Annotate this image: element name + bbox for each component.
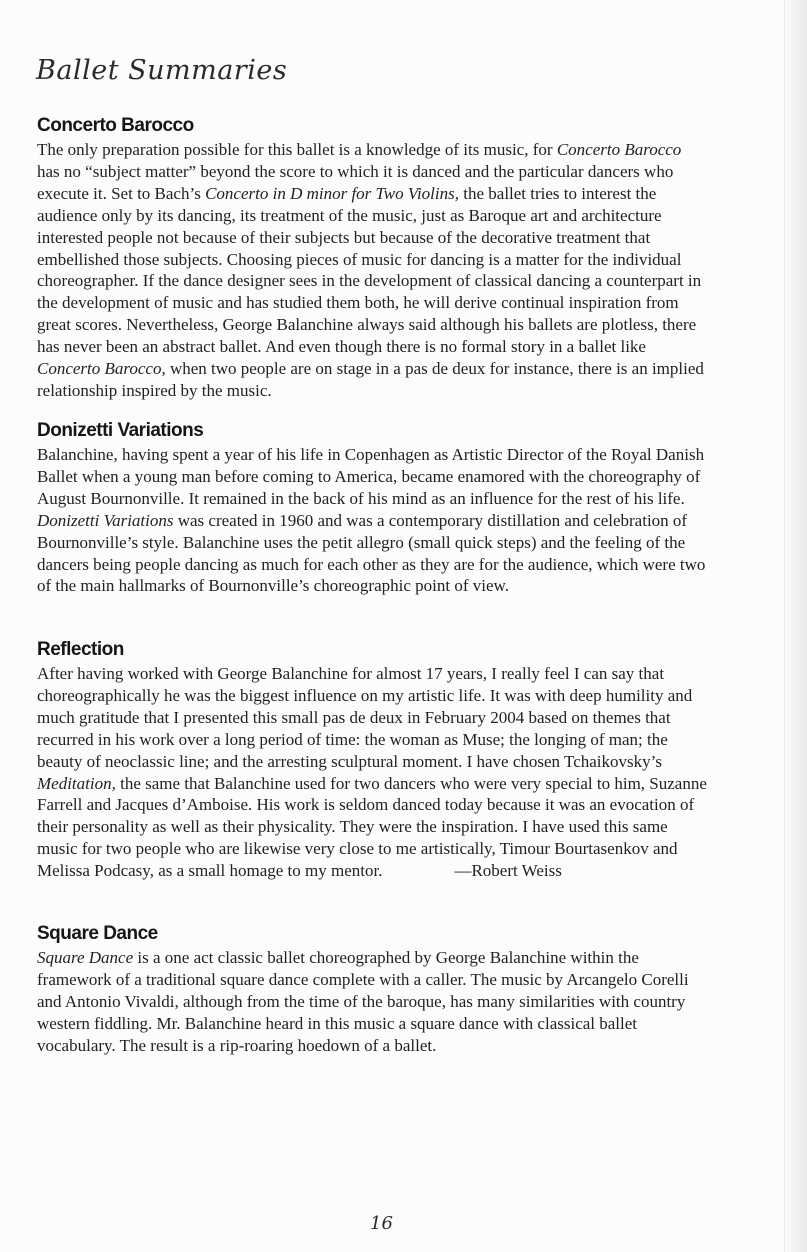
section-donizetti-variations	[37, 419, 707, 597]
paragraph-text: has no “subject matter” beyond the score to which it is danced and the particular dancers who execute it. Set to Bach’s	[37, 161, 674, 203]
italic-title: Concerto Barocco	[556, 140, 682, 159]
section-paragraph	[37, 139, 707, 402]
page-title: Ballet Summaries	[36, 55, 288, 86]
paragraph-text: Balanchine, having spent a year of his life in Copenhagen as Artistic Director of the Royal Danish Ballet when a young man before coming to America, became enamored with the choreography of August Bournonville. It remained in the back of his mind as an influence for the rest of his life.	[37, 445, 705, 508]
section-paragraph	[37, 947, 707, 1057]
author-signature: —Robert Weiss	[454, 861, 562, 881]
page-edge-line	[784, 0, 785, 1252]
italic-title: Square Dance	[37, 948, 134, 967]
paragraph-text: the ballet tries to interest the audience only by its dancing, its treatment of the music, just as Baroque art and architecture interested people not because of their subjects but because of the decorative treatment that embellished those subjects. Choosing pieces of music for dancing is a matter for the individual choreographer. If the dance designer sees in the development of classical dancing a counterpart in the development of music and has studied them both, he will derive continual inspiration from great scores. Nevertheless, George Balanchine always said although his ballets are plotless, there has never been an abstract ballet. And even though there is no formal story in a ballet like	[37, 183, 702, 357]
italic-title: Concerto in D minor for Two Violins,	[205, 183, 459, 203]
paragraph-text: After having worked with George Balanchine for almost 17 years, I really feel I can say that choreographically he was the biggest influence on my artistic life. It was with deep humility and much gratitude that I presented this small pas de deux in February 2004 based on themes that recurred in his work over a long period of time: the woman as Muse; the longing of man; the beauty of neoclassic line; and the arresting sculptural moment. I have chosen Tchaikovsky’s	[37, 664, 693, 771]
paragraph-text: when two people are on stage in a pas de deux for instance, there is an implied relationship inspired by the music.	[37, 359, 704, 400]
section-square-dance	[37, 922, 707, 1057]
section-heading: Square Dance	[37, 923, 158, 944]
section-heading: Concerto Barocco	[37, 115, 194, 136]
section-concerto-barocco	[37, 114, 707, 402]
paragraph-text: The only preparation possible for this ballet is a knowledge of its music, for	[37, 140, 557, 159]
paragraph-text: was created in 1960 and was a contemporary distillation and celebration of Bournonville’s style. Balanchine uses the petit allegro (small quick steps) and the feeling of the dancers being people dancing as much for each other as they are for the audience, which were two of the main hallmarks of Bournonville’s choreographic point of view.	[37, 510, 706, 596]
italic-title: Concerto Barocco,	[37, 359, 166, 379]
paragraph-text: is a one act classic ballet choreographed by George Balanchine within the framework of a traditional square dance complete with a caller. The music by Arcangelo Corelli and Antonio Vivaldi, although from the time of the baroque, has many similarities with country western fiddling. Mr. Balanchine heard in this music a square dance with classical ballet vocabulary. The result is a rip-roaring hoedown of a ballet.	[37, 948, 689, 1055]
section-heading: Donizetti Variations	[37, 420, 204, 441]
italic-title: Meditation,	[37, 773, 116, 793]
section-reflection	[37, 638, 707, 882]
section-paragraph	[37, 663, 707, 882]
section-heading: Reflection	[37, 639, 124, 660]
page-number: 16	[370, 1213, 393, 1234]
section-paragraph	[37, 444, 707, 597]
italic-title: Donizetti Variations	[37, 510, 174, 530]
paragraph-text: the same that Balanchine used for two dancers who were very special to him, Suzanne Farrell and Jacques d’Amboise. His work is seldom danced today because it was an evocation of their personality as well as their physicality. They were the inspiration. I have used this same music for two people who are likewise very close to me artistically, Timour Bourtasenkov and Melissa Podcasy, as a small homage to my mentor.	[37, 773, 707, 881]
